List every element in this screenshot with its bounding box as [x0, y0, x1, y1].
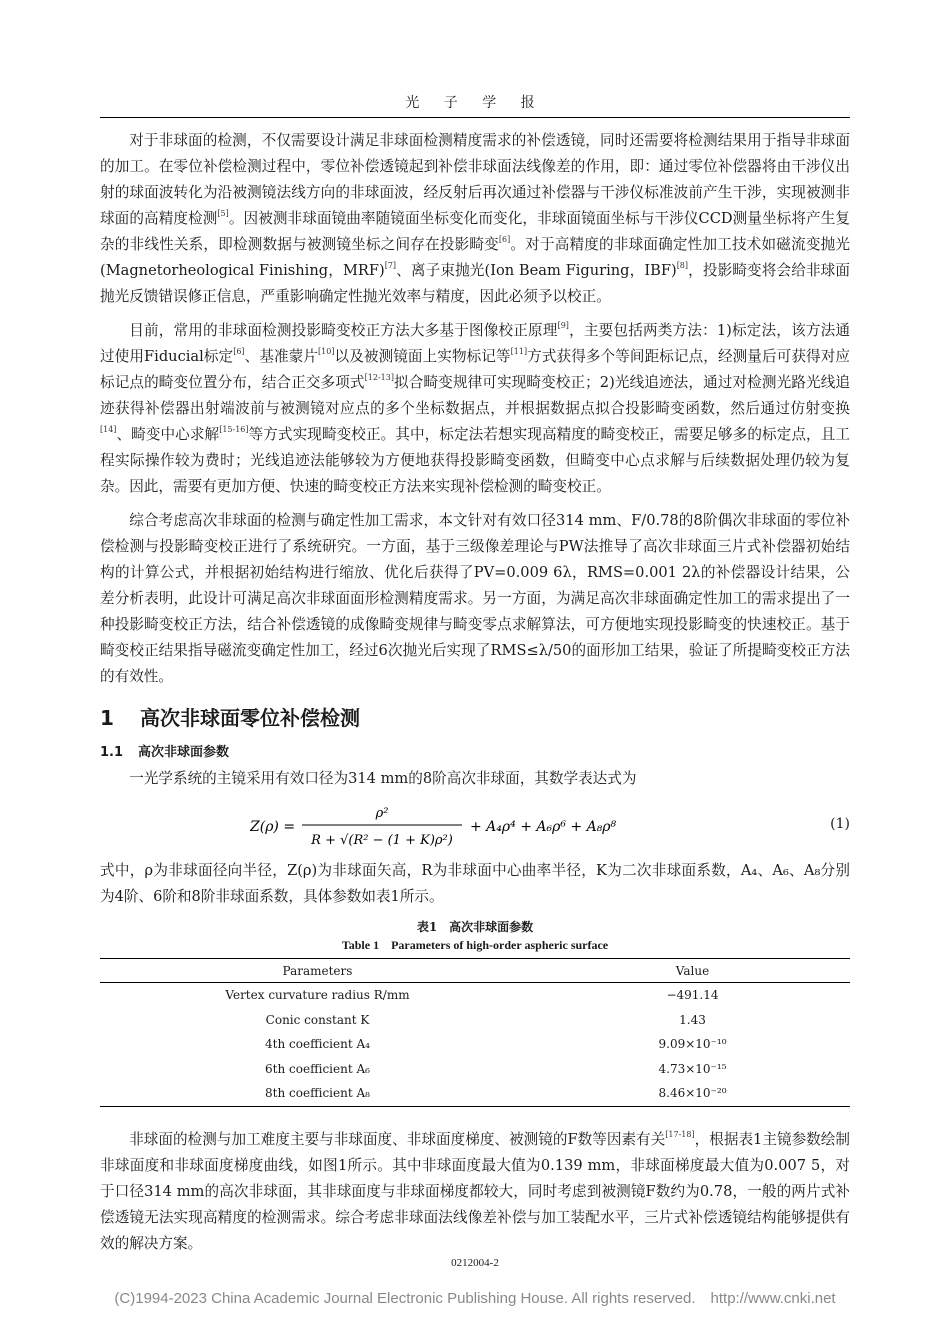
- table-caption-en: Table 1 Parameters of high-order aspheric surface: [341, 938, 609, 952]
- table-header-row: [100, 959, 850, 983]
- parameter-value: 9.09×10⁻¹⁰: [658, 1037, 727, 1052]
- column-header: Parameters: [100, 959, 535, 983]
- parameter-value: 4.73×10⁻¹⁵: [658, 1061, 727, 1076]
- equation-formula: [250, 800, 670, 852]
- citation[interactable]: [7]: [384, 261, 397, 270]
- column-header: Value: [535, 959, 850, 983]
- table-caption-cn: 表1 高次非球面参数: [416, 920, 534, 934]
- parameter-name: 6th coefficient A₆: [265, 1061, 370, 1076]
- section-number: 1: [100, 706, 114, 730]
- citation[interactable]: [5]: [217, 209, 229, 218]
- citation[interactable]: [6]: [233, 347, 245, 356]
- table-row: [100, 1032, 850, 1057]
- citation[interactable]: [10]: [318, 347, 335, 356]
- parameter-value: 8.46×10⁻²⁰: [658, 1086, 727, 1101]
- equation-denominator: R + √(R² − (1 + K)ρ²): [311, 833, 453, 848]
- section-heading: [100, 704, 850, 732]
- header-rule: [100, 117, 850, 118]
- parameter-name: Conic constant K: [265, 1012, 370, 1027]
- citation[interactable]: [9]: [557, 321, 569, 330]
- parameter-name: 8th coefficient A₈: [265, 1086, 370, 1101]
- subsection-title: 高次非球面参数: [138, 745, 230, 760]
- parameter-value: 1.43: [679, 1012, 706, 1027]
- equation-tail: + A₄ρ⁴ + A₆ρ⁶ + A₈ρ⁸: [470, 819, 617, 835]
- copyright-notice: (C)1994-2023 China Academic Journal Electronic Publishing House. All rights reserved. http://www.cnki.net: [114, 1290, 836, 1307]
- paragraph-asphericity: 非球面的检测与加工难度主要与非球面度、非球面度梯度、被测镜的F数等因素有关[17-18]，根据表1主镜参数绘制非球面度和非球面度梯度曲线，如图1所示。其中非球面度最大值为0.139 mm，非球面梯度最大值为0.007 5，对于口径314 mm的高次非球面，其非球面度与非球面梯度都较大，同时考虑到被测镜F数约为0.78，一般的两片式补偿透镜无法实现高精度的检测需求。综合考虑非球面法线像差补偿与加工装配水平，三片式补偿透镜结构能够提供有效的解决方案。: [100, 1129, 850, 1252]
- paragraph-symbols: 式中，ρ为非球面径向半径，Z(ρ)为非球面矢高，R为非球面中心曲率半径，K为二次非球面系数，A₄、A₆、A₈分别为4阶、6阶和8阶非球面系数，具体参数如表1所示。: [100, 862, 850, 905]
- citation[interactable]: [11]: [510, 347, 528, 356]
- table-row: [100, 983, 850, 1008]
- table-row: [100, 1057, 850, 1082]
- citation[interactable]: [6]: [498, 235, 511, 244]
- subsection-number: 1.1: [100, 745, 124, 760]
- paragraph-intro-1: 对于非球面的检测，不仅需要设计满足非球面检测精度需求的补偿透镜，同时还需要将检测结果用于指导非球面的加工。在零位补偿检测过程中，零位补偿透镜起到补偿非球面法线像差的作用，即：通过零位补偿器将由干涉仪出射的球面波转化为沿被测镜法线方向的非球面波，经反射后再次通过补偿器与干涉仪标准波前产生干涉，实现被测非球面的高精度检测[5]。因被测非球面镜曲率随镜面坐标变化而变化，非球面镜面坐标与干涉仪CCD测量坐标将产生复杂的非线性关系，即检测数据与被测镜坐标之间存在投影畸变[6]。对于高精度的非球面确定性加工技术如磁流变抛光(Magnetorheological Finishing，MRF)[7]、离子束抛光(Ion Beam Figuring，IBF)[8]，投影畸变将会给非球面抛光反馈错误修正信息，严重影响确定性抛光效率与精度，因此必须予以校正。: [100, 132, 850, 305]
- table-row: [100, 1081, 850, 1106]
- table-row: [100, 1008, 850, 1033]
- equation-1: [100, 800, 850, 852]
- citation[interactable]: [12-13]: [364, 373, 394, 382]
- paragraph-intro-3: 综合考虑高次非球面的检测与确定性加工需求，本文针对有效口径314 mm、F/0.78的8阶偶次非球面的零位补偿检测与投影畸变校正进行了系统研究。一方面，基于三级像差理论与PW法推导了高次非球面三片式补偿器初始结构的计算公式，并根据初始结构进行缩放、优化后获得了PV=0.009 6λ，RMS=0.001 2λ的补偿器设计结果，公差分析表明，此设计可满足高次非球面面形检测精度需求。另一方面，为满足高次非球面确定性加工的需求提出了一种投影畸变校正方法，结合补偿透镜的成像畸变规律与畸变零点求解算法，可方便地实现投影畸变的快速校正。基于畸变校正结果指导磁流变确定性加工，经过6次抛光后实现了RMS≤λ/50的面形加工结果，验证了所提畸变校正方法的有效性。: [100, 512, 850, 685]
- parameter-name: Vertex curvature radius R/mm: [225, 988, 410, 1003]
- page-number: 0212004-2: [451, 1257, 499, 1269]
- citation[interactable]: [17-18]: [665, 1129, 695, 1139]
- parameter-value: −491.14: [666, 988, 719, 1003]
- section-title: 高次非球面零位补偿检测: [140, 706, 360, 730]
- citation[interactable]: [14]: [100, 425, 117, 434]
- equation-lhs: Z(ρ) =: [250, 819, 296, 835]
- citation[interactable]: [8]: [676, 261, 689, 270]
- article-body: [100, 128, 850, 1265]
- equation-number: (1): [830, 816, 850, 832]
- parameters-table: [100, 958, 850, 1107]
- parameter-name: 4th coefficient A₄: [265, 1037, 370, 1052]
- paragraph-surface-intro: 一光学系统的主镜采用有效口径为314 mm的8阶高次非球面，其数学表达式为: [129, 770, 637, 787]
- equation-numerator: ρ²: [375, 806, 389, 821]
- journal-header: 光 子 学 报: [405, 95, 545, 111]
- paragraph-intro-2: 目前，常用的非球面检测投影畸变校正方法大多基于图像校正原理[9]，主要包括两类方法：1)标定法，该方法通过使用Fiducial标定[6]、基准蒙片[10]以及被测镜面上实物标记等[11]方式获得多个等间距标记点，经测量后可获得对应标记点的畸变位置分布，结合正交多项式[12-13]拟合畸变规律可实现畸变校正；2)光线追迹法，通过对检测光路光线追迹获得补偿器出射端波前与被测镜对应点的多个坐标数据点，并根据数据点拟合投影畸变函数，然后通过仿射变换[14]、畸变中心求解[15-16]等方式实现畸变校正。其中，标定法若想实现高精度的畸变校正，需要足够多的标定点，且工程实际操作较为费时；光线追迹法能够较为方便地获得投影畸变函数，但畸变中心点求解与后续数据处理仍较为复杂。因此，需要有更加方便、快速的畸变校正方法来实现补偿检测的畸变校正。: [100, 321, 850, 495]
- subsection-heading: [100, 742, 850, 764]
- citation[interactable]: [15-16]: [219, 425, 249, 434]
